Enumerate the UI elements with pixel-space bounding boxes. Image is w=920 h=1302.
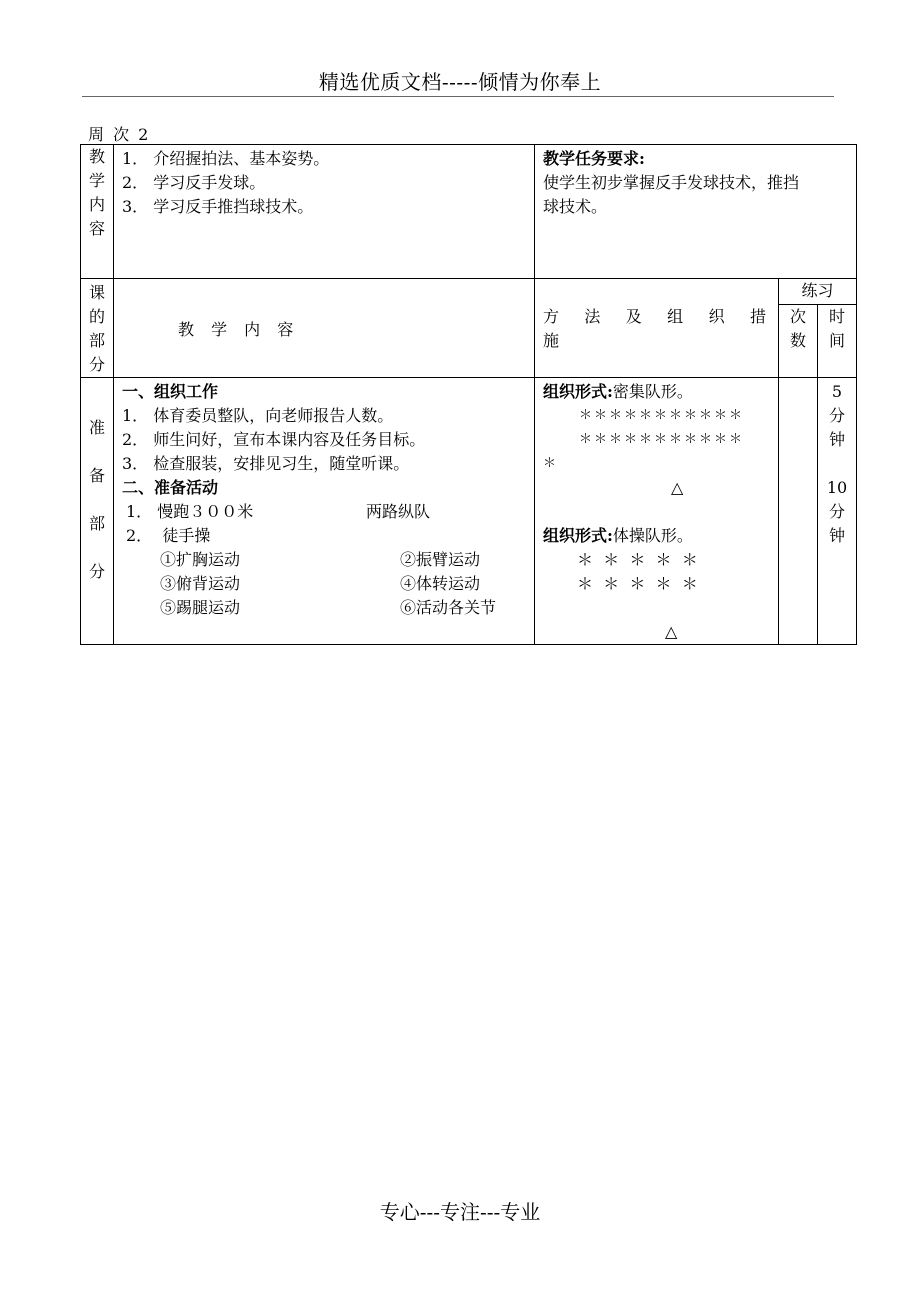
teaching-content-label: 教 学 内 容 (81, 145, 114, 279)
page-header: 精选优质文档-----倾情为你奉上 (318, 70, 602, 94)
practice-header: 练习 (779, 279, 857, 305)
org-form-gym: 组织形式:体操队形。 (543, 526, 693, 545)
preparation-label: 准 备 部 分 (81, 378, 114, 645)
page-footer: 专心---专注---专业 (379, 1200, 541, 1224)
formation-stars: ＊＊＊＊＊＊＊＊＊＊＊ (579, 432, 745, 447)
row-teaching-content (81, 145, 857, 279)
section-title: 一、组织工作 (122, 382, 219, 401)
count-header: 次 数 (779, 304, 818, 378)
task-title: 教学任务要求: (543, 149, 645, 168)
list-item: 3． 检查服装，安排见习生，随堂听课。 (122, 454, 410, 473)
formation-stars: ＊ (543, 456, 559, 471)
row-preparation (81, 378, 857, 645)
exercise-row: ⑤踢腿运动 ⑥活动各关节 (160, 598, 497, 617)
lesson-part-label: 课 的 部 分 (81, 279, 114, 378)
section-title: 二、准备活动 (122, 478, 219, 497)
exercise-row: ③俯背运动 ④体转运动 (160, 574, 481, 593)
list-item: 3． 学习反手推挡球技术。 (122, 197, 314, 216)
task-requirements: 教学任务要求: 使学生初步掌握反手发球技术，推挡 球技术。 (535, 145, 857, 279)
list-item: 1． 体育委员整队，向老师报告人数。 (122, 406, 394, 425)
formation-stars: ＊＊＊＊＊＊＊＊＊＊＊ (579, 408, 745, 423)
teacher-triangle: △ (665, 622, 678, 641)
week-label: 周 次 2 (88, 125, 151, 144)
list-item: 2． 学习反手发球。 (122, 173, 266, 192)
time-header: 时 间 (818, 304, 857, 378)
teacher-triangle: △ (671, 478, 684, 497)
count-cell (779, 378, 818, 645)
list-item: 1． 介绍握拍法、基本姿势。 (122, 149, 330, 168)
run-row: 1． 慢跑３００米 两路纵队 (126, 502, 431, 521)
list-item: 2． 师生问好，宣布本课内容及任务目标。 (122, 430, 426, 449)
teaching-content-items (114, 145, 535, 279)
time-cell: 5 分 钟 10 分 钟 (818, 378, 857, 645)
lesson-plan-table (80, 144, 857, 645)
method-header: 方 法 及 组 织 措 施 (535, 279, 779, 378)
exercise-row: ①扩胸运动 ②振臂运动 (160, 550, 481, 569)
org-form-dense: 组织形式:密集队形。 (543, 382, 693, 401)
header-rule (82, 96, 834, 97)
gym-stars: ＊ ＊ ＊ ＊ ＊ (577, 550, 698, 569)
row-header-top (81, 279, 857, 305)
gym-stars: ＊ ＊ ＊ ＊ ＊ (577, 574, 698, 593)
preparation-content: 一、组织工作 1． 体育委员整队，向老师报告人数。 2． 师生问好，宣布本课内容及任务目标。 3． 检查服装，安排见习生，随堂听课。 二、准备活动 1． 慢跑３００米 两路纵队 2． 徒手操 ①扩胸运动 ②振臂运动 ③俯背运动 ④体转运动 ⑤踢腿运动 ⑥活动各关节 (114, 378, 535, 645)
content-header: 教 学 内 容 (114, 279, 535, 378)
organization-methods (535, 378, 779, 645)
